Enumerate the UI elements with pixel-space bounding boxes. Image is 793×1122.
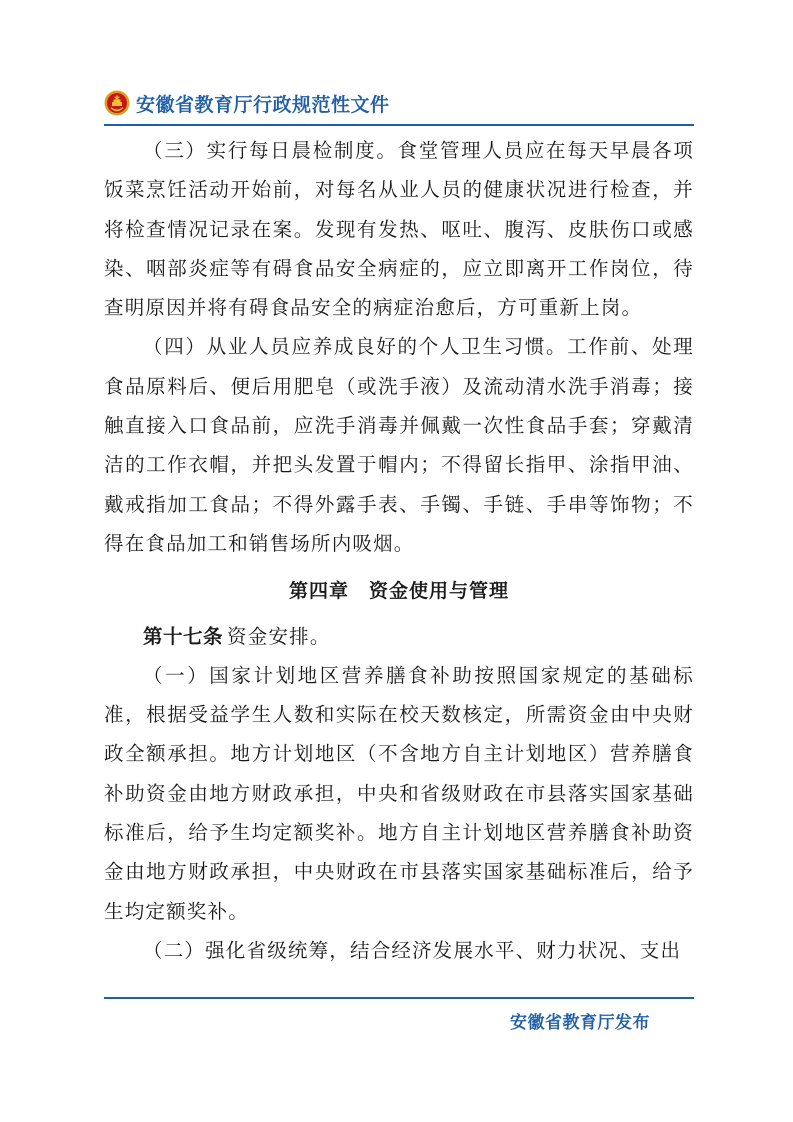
paragraph-3: （三）实行每日晨检制度。食堂管理人员应在每天早晨各项饭菜烹饪活动开始前，对每名从业人员的健康状况进行检查，并将检查情况记录在案。发现有发热、呕吐、腹泻、皮肤伤口或感染、咽部炎症等有碍食品安全病症的，应立即离开工作岗位，待查明原因并将有碍食品安全的病症治愈后，方可重新上岗。 bbox=[104, 139, 694, 320]
document-body bbox=[104, 131, 694, 970]
paragraph-4: （四）从业人员应养成良好的个人卫生习惯。工作前、处理食品原料后、便后用肥皂（或洗手液）及流动清水洗手消毒；接触直接入口食品前，应洗手消毒并佩戴一次性食品手套；穿戴清洁的工作衣帽，并把头发置于帽内；不得留长指甲、涂指甲油、戴戒指加工食品；不得外露手表、手镯、手链、手串等饰物；不得在食品加工和销售场所内吸烟。 bbox=[104, 335, 694, 555]
national-emblem-icon bbox=[104, 90, 130, 116]
paragraph-funding-2: （二）强化省级统筹，结合经济发展水平、财力状况、支出 bbox=[143, 938, 682, 962]
document-header bbox=[104, 86, 390, 120]
header-divider bbox=[104, 124, 694, 126]
footer-publisher: 安徽省教育厅发布 bbox=[510, 1013, 650, 1033]
paragraph-funding-1: （一）国家计划地区营养膳食补助按照国家规定的基础标准，根据受益学生人数和实际在校天数核定，所需资金由中央财政全额承担。地方计划地区（不含地方自主计划地区）营养膳食补助资金由地方财政承担，中央和省级财政在市县落实国家基础标准后，给予生均定额奖补。地方自主计划地区营养膳食补助资金由地方财政承担，中央财政在市县落实国家基础标准后，给予生均定额奖补。 bbox=[104, 663, 694, 923]
chapter-title: 第四章 资金使用与管理 bbox=[288, 580, 509, 603]
article-17 bbox=[104, 617, 694, 656]
footer-divider bbox=[104, 997, 694, 999]
header-title: 安徽省教育厅行政规范性文件 bbox=[136, 93, 390, 116]
article-number: 第十七条 bbox=[143, 624, 224, 648]
article-heading: 资金安排。 bbox=[227, 624, 331, 648]
